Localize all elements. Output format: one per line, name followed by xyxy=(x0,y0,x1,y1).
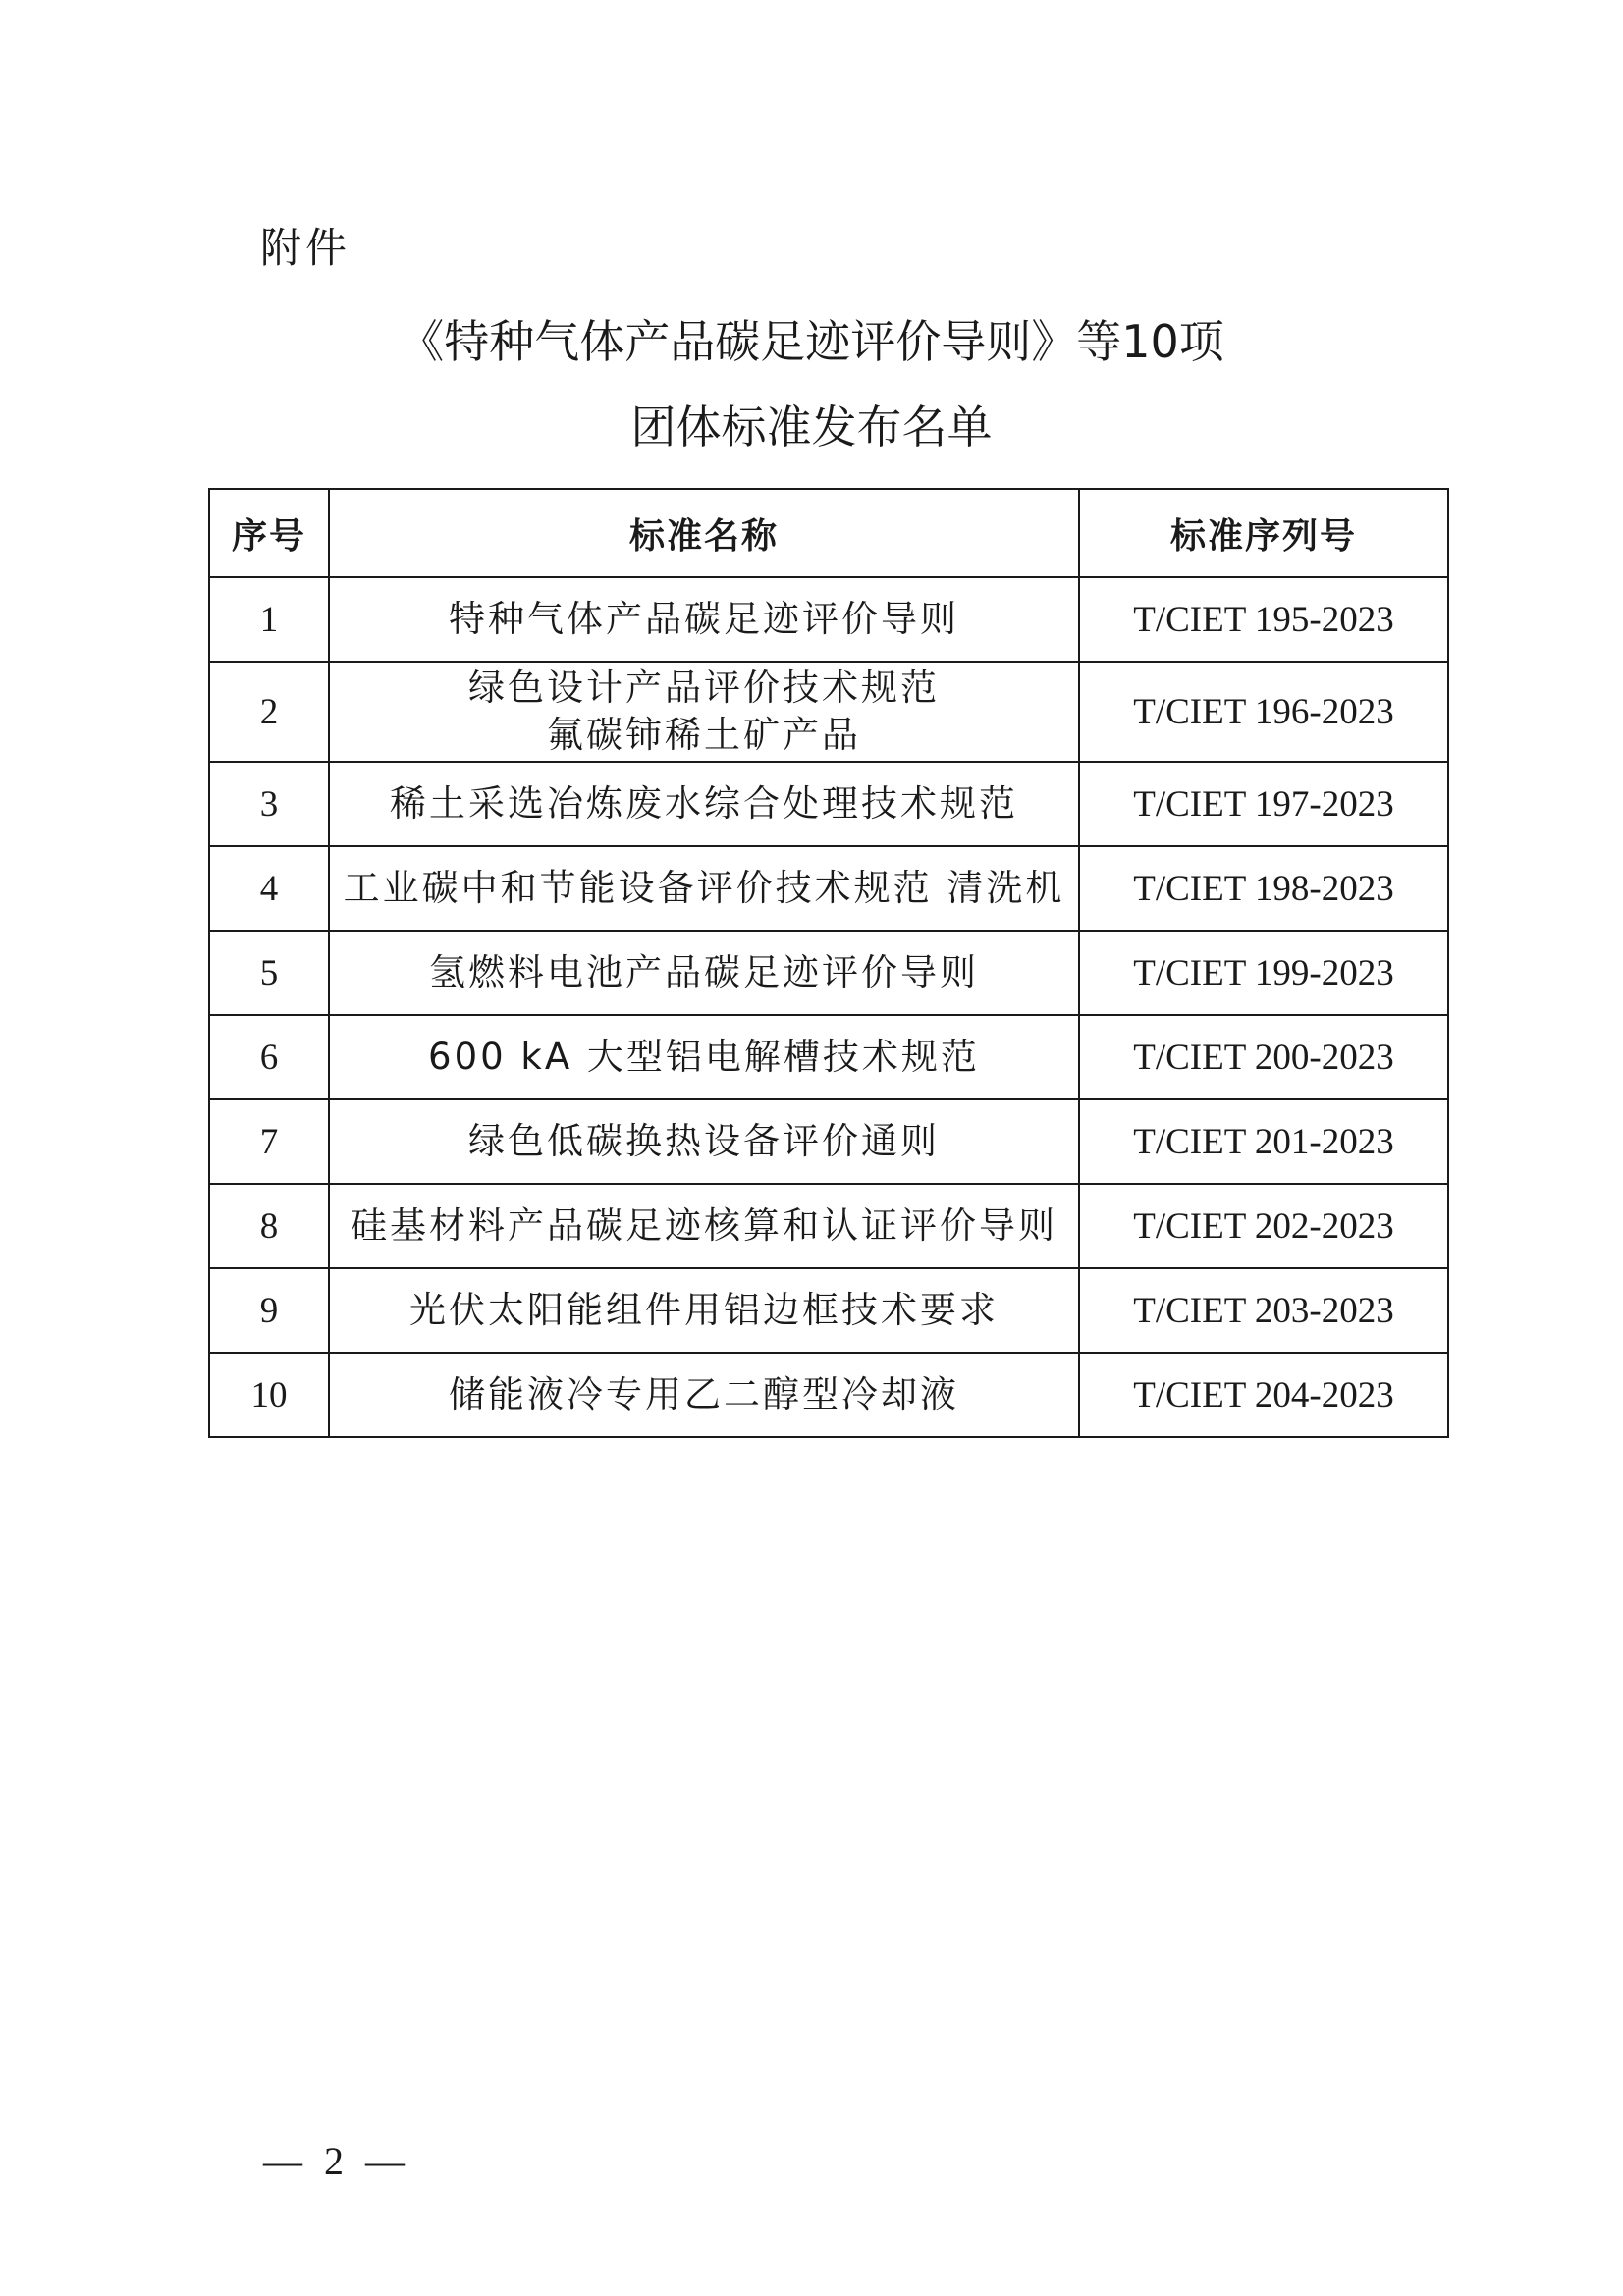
table-row xyxy=(209,1015,1448,1099)
table-row xyxy=(209,762,1448,846)
row-standard-code: T/CIET 202-2023 xyxy=(1079,1184,1448,1268)
table-row xyxy=(209,577,1448,662)
row-serial-number: 4 xyxy=(209,846,329,931)
header-serial-number: 序号 xyxy=(209,489,329,577)
standard-name-line: 工业碳中和节能设备评价技术规范 清洗机 xyxy=(343,866,1065,909)
row-standard-code: T/CIET 201-2023 xyxy=(1079,1099,1448,1184)
standard-name-line: 稀土采选冶炼废水综合处理技术规范 xyxy=(390,781,1018,825)
table-row xyxy=(209,1099,1448,1184)
standard-name-line: 绿色设计产品评价技术规范 xyxy=(468,666,940,709)
row-standard-name xyxy=(329,1015,1079,1099)
row-serial-number: 2 xyxy=(209,662,329,762)
row-standard-code: T/CIET 204-2023 xyxy=(1079,1353,1448,1437)
row-standard-code: T/CIET 198-2023 xyxy=(1079,846,1448,931)
table-row xyxy=(209,1268,1448,1353)
row-standard-code: T/CIET 199-2023 xyxy=(1079,931,1448,1015)
row-standard-name xyxy=(329,577,1079,662)
standard-name-line: 硅基材料产品碳足迹核算和认证评价导则 xyxy=(351,1203,1057,1247)
row-standard-name xyxy=(329,846,1079,931)
row-standard-name xyxy=(329,1353,1079,1437)
row-serial-number: 1 xyxy=(209,577,329,662)
row-serial-number: 10 xyxy=(209,1353,329,1437)
row-standard-name xyxy=(329,762,1079,846)
table-row xyxy=(209,662,1448,762)
standard-name-line: 600 kA 大型铝电解槽技术规范 xyxy=(428,1035,980,1078)
standard-name-line: 氢燃料电池产品碳足迹评价导则 xyxy=(429,950,979,993)
row-serial-number: 3 xyxy=(209,762,329,846)
row-serial-number: 8 xyxy=(209,1184,329,1268)
table-row xyxy=(209,1353,1448,1437)
header-standard-code: 标准序列号 xyxy=(1079,489,1448,577)
table-body xyxy=(209,577,1448,1437)
standard-name-line: 储能液冷专用乙二醇型冷却液 xyxy=(449,1372,959,1415)
row-standard-name xyxy=(329,931,1079,1015)
table-row xyxy=(209,1184,1448,1268)
document-title-line-2: 团体标准发布名单 xyxy=(630,400,993,454)
row-serial-number: 5 xyxy=(209,931,329,1015)
row-serial-number: 6 xyxy=(209,1015,329,1099)
attachment-label: 附件 xyxy=(260,224,352,272)
row-standard-code: T/CIET 196-2023 xyxy=(1079,662,1448,762)
table-row xyxy=(209,931,1448,1015)
row-serial-number: 9 xyxy=(209,1268,329,1353)
row-standard-name xyxy=(329,662,1079,762)
standard-name-line: 特种气体产品碳足迹评价导则 xyxy=(449,597,959,640)
row-standard-code: T/CIET 195-2023 xyxy=(1079,577,1448,662)
header-standard-name: 标准名称 xyxy=(329,489,1079,577)
standards-table xyxy=(208,488,1449,1438)
standard-name-line: 绿色低碳换热设备评价通则 xyxy=(468,1119,940,1162)
standard-name-line: 光伏太阳能组件用铝边框技术要求 xyxy=(409,1288,999,1331)
row-standard-code: T/CIET 203-2023 xyxy=(1079,1268,1448,1353)
standard-name-line: 氟碳铈稀土矿产品 xyxy=(547,714,861,756)
row-standard-code: T/CIET 197-2023 xyxy=(1079,762,1448,846)
row-standard-name xyxy=(329,1099,1079,1184)
table-row xyxy=(209,846,1448,931)
table-header-row xyxy=(209,489,1448,577)
document-title-line-1: 《特种气体产品碳足迹评价导则》等10项 xyxy=(399,315,1224,368)
page-number: — 2 — xyxy=(263,2139,410,2183)
row-standard-name xyxy=(329,1268,1079,1353)
row-serial-number: 7 xyxy=(209,1099,329,1184)
row-standard-name xyxy=(329,1184,1079,1268)
row-standard-code: T/CIET 200-2023 xyxy=(1079,1015,1448,1099)
